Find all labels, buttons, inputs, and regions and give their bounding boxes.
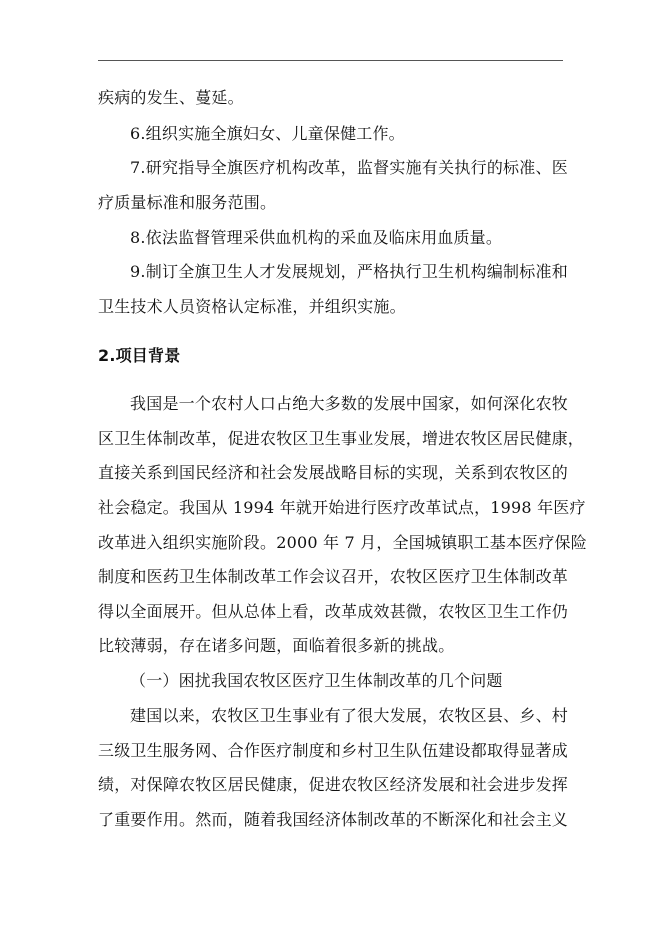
list-item-9: 9.制订全旗卫生人才发展规划，严格执行卫生机构编制标准和 (130, 262, 568, 281)
section-heading: 2.项目背景 (98, 346, 181, 365)
paragraph-line: 疗质量标准和服务范围。 (98, 193, 277, 212)
list-item-6: 6.组织实施全旗妇女、儿童保健工作。 (130, 124, 405, 143)
list-item-7: 7.研究指导全旗医疗机构改革，监督实施有关执行的标准、医 (130, 158, 568, 177)
header-rule (98, 60, 563, 61)
subsection-heading: （一）困扰我国农牧区医疗卫生体制改革的几个问题 (130, 671, 503, 690)
paragraph-line: 社会稳定。我国从 1994 年就开始进行医疗改革试点，1998 年医疗 (98, 498, 586, 517)
paragraph-line: 了重要作用。然而，随着我国经济体制改革的不断深化和社会主义 (98, 810, 568, 829)
paragraph-line: 区卫生体制改革，促进农牧区卫生事业发展，增进农牧区居民健康， (98, 429, 585, 448)
paragraph-line: 卫生技术人员资格认定标准，并组织实施。 (98, 297, 406, 316)
paragraph-line: 得以全面展开。但从总体上看，改革成效甚微，农牧区卫生工作仍 (98, 602, 568, 621)
paragraph-line: 直接关系到国民经济和社会发展战略目标的实现，关系到农牧区的 (98, 463, 568, 482)
paragraph-line: 我国是一个农村人口占绝大多数的发展中国家，如何深化农牧 (130, 394, 568, 413)
list-item-8: 8.依法监督管理采供血机构的采血及临床用血质量。 (130, 228, 503, 247)
paragraph-line: 制度和医药卫生体制改革工作会议召开，农牧区医疗卫生体制改革 (98, 567, 568, 586)
paragraph-line: 疾病的发生、蔓延。 (98, 88, 244, 107)
paragraph-line: 三级卫生服务网、合作医疗制度和乡村卫生队伍建设都取得显著成 (98, 741, 568, 760)
paragraph-line: 绩，对保障农牧区居民健康，促进农牧区经济发展和社会进步发挥 (98, 775, 568, 794)
paragraph-line: 比较薄弱，存在诸多问题，面临着很多新的挑战。 (98, 636, 455, 655)
paragraph-line: 建国以来，农牧区卫生事业有了很大发展，农牧区县、乡、村 (130, 706, 568, 725)
paragraph-line: 改革进入组织实施阶段。2000 年 7 月，全国城镇职工基本医疗保险 (98, 533, 587, 552)
